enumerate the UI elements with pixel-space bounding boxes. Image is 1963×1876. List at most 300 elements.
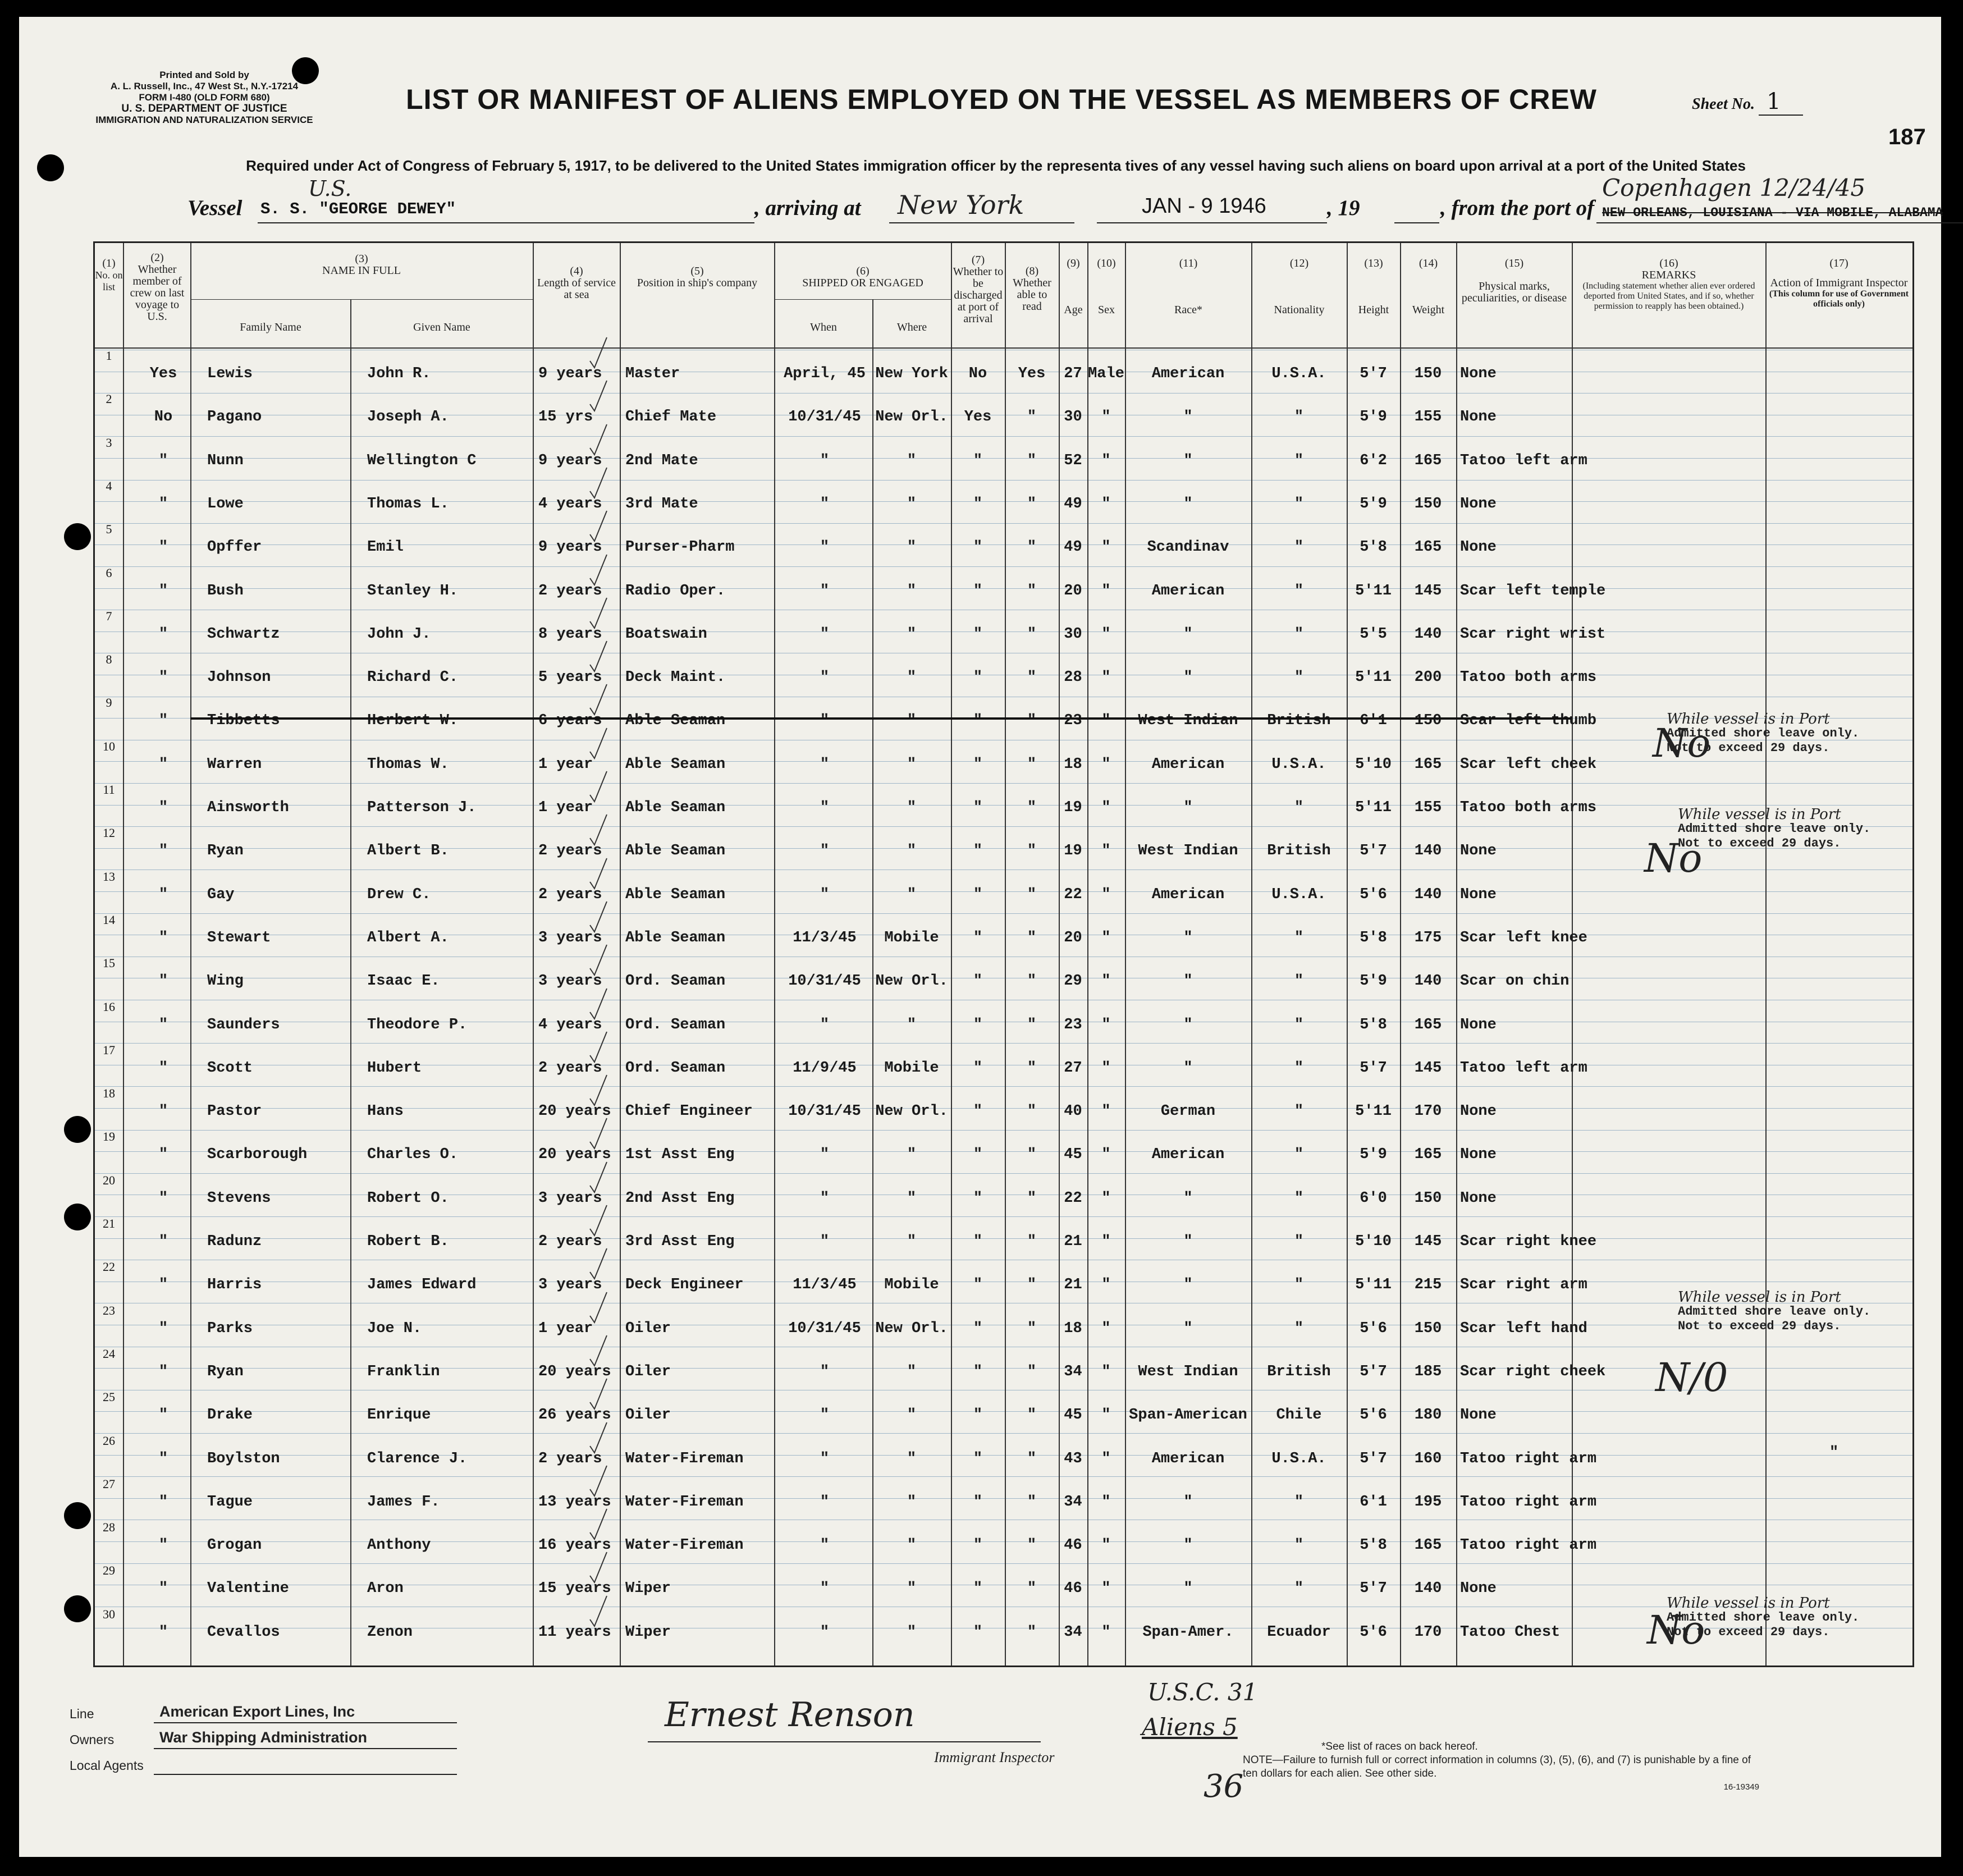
- able-read: ": [1027, 1103, 1037, 1120]
- printer-line: IMMIGRATION AND NATURALIZATION SERVICE: [95, 115, 313, 125]
- height: 5'9: [1360, 973, 1387, 990]
- nationality: U.S.A.: [1271, 1450, 1326, 1467]
- shipped-where: New Orl.: [875, 1103, 948, 1120]
- vessel-name: S. S. "GEORGE DEWEY": [260, 200, 456, 218]
- printer-line: A. L. Russell, Inc., 47 West St., N.Y.-17214: [110, 81, 299, 91]
- vessel-hand: U.S.: [308, 176, 352, 201]
- discharged: ": [973, 1363, 983, 1380]
- family-name: Saunders: [207, 1016, 280, 1033]
- height: 5'6: [1360, 886, 1387, 903]
- discharged: Yes: [964, 409, 992, 426]
- given-name: James F.: [367, 1493, 440, 1511]
- check-mark-icon: [589, 1291, 608, 1325]
- manifest-sheet: [19, 17, 1941, 1857]
- col-remarks-header: (16) REMARKS (Including statement whether alien ever ordered deported from United States, and if so, whether permission to reapply has been obtained.): [1582, 257, 1755, 311]
- able-read: ": [1027, 929, 1037, 946]
- length-service: 1 year: [538, 1320, 593, 1337]
- physical-marks: None: [1460, 1103, 1497, 1120]
- physical-marks: Tatoo both arms: [1460, 669, 1597, 687]
- shipped-where: ": [907, 539, 917, 556]
- family-name: Tague: [207, 1493, 253, 1511]
- height: 6'1: [1360, 1493, 1387, 1511]
- shipped-where: New York: [875, 365, 948, 382]
- sex: ": [1101, 929, 1111, 946]
- row-number: 13: [103, 869, 115, 884]
- shipped-subrule: [774, 299, 951, 300]
- position: Able Seaman: [625, 886, 726, 903]
- col-rule: [774, 243, 775, 1665]
- sex: ": [1101, 843, 1111, 860]
- age: 20: [1064, 929, 1082, 946]
- position: Chief Engineer: [625, 1103, 753, 1120]
- physical-marks: Scar left knee: [1460, 929, 1587, 946]
- height: 6'1: [1360, 712, 1387, 730]
- physical-marks: Scar right wrist: [1460, 625, 1606, 643]
- family-name: Schwartz: [207, 625, 280, 643]
- length-service: 5 years: [538, 669, 602, 687]
- shipped-when: 11/3/45: [793, 929, 857, 946]
- given-name: Herbert W.: [367, 712, 459, 730]
- physical-marks: None: [1460, 1016, 1497, 1033]
- row-number: 27: [103, 1476, 115, 1491]
- discharged: ": [973, 843, 983, 860]
- footer-note: [1243, 1740, 1759, 1794]
- race: ": [1183, 1320, 1193, 1337]
- shipped-where: ": [907, 1407, 917, 1424]
- length-service: 3 years: [538, 1276, 602, 1294]
- family-name: Ryan: [207, 1363, 244, 1380]
- member-last-voyage: ": [158, 799, 168, 816]
- age: 22: [1064, 886, 1082, 903]
- col-age-header: (9) Age: [1064, 257, 1083, 316]
- shipped-where: ": [907, 756, 917, 773]
- shipped-when: 11/9/45: [793, 1059, 857, 1077]
- family-name: Gay: [207, 886, 235, 903]
- race: ": [1183, 1189, 1193, 1207]
- position: Radio Oper.: [625, 582, 726, 600]
- nationality: ": [1294, 669, 1304, 687]
- physical-marks: Scar left temple: [1460, 582, 1606, 600]
- given-name: Richard C.: [367, 669, 459, 687]
- position: 2nd Asst Eng: [625, 1189, 735, 1207]
- ruled-line: [95, 480, 1912, 481]
- age: 45: [1064, 1407, 1082, 1424]
- member-last-voyage: ": [158, 1580, 168, 1598]
- given-name: Franklin: [367, 1363, 440, 1380]
- sex: ": [1101, 582, 1111, 600]
- nationality: ": [1294, 929, 1304, 946]
- given-name: Zenon: [367, 1623, 413, 1641]
- shipped-where: ": [907, 1189, 917, 1207]
- nationality: ": [1294, 1276, 1304, 1294]
- required-statement: Required under Act of Congress of February 5, 1917, to be delivered to the United States immigration officer by the representa tives of any vessel having such aliens on board upon arrival at a port of the United States: [246, 157, 1746, 174]
- position: Oiler: [625, 1407, 671, 1424]
- member-last-voyage: ": [158, 843, 168, 860]
- weight: 150: [1414, 1320, 1442, 1337]
- arriving-label: , arriving at: [754, 196, 861, 220]
- line-label: Line: [70, 1706, 94, 1721]
- shipped-where: Mobile: [884, 1276, 939, 1294]
- col-shipped-header: (6) SHIPPED OR ENGAGED: [802, 265, 923, 289]
- length-service: 26 years: [538, 1407, 611, 1424]
- from-printed: NEW ORLEANS, LOUISIANA - VIA MOBILE, ALABAMA: [1602, 205, 1943, 220]
- check-mark-icon: [589, 1595, 608, 1628]
- race: American: [1151, 756, 1225, 773]
- check-mark-icon: [589, 683, 608, 717]
- height: 5'10: [1355, 1233, 1392, 1250]
- check-mark-icon: [589, 900, 608, 934]
- given-name: Drew C.: [367, 886, 431, 903]
- arriving-hand: New York: [898, 190, 1024, 220]
- weight: 150: [1414, 1189, 1442, 1207]
- race: ": [1183, 495, 1193, 513]
- race: Span-Amer.: [1142, 1623, 1234, 1641]
- shipped-where: ": [907, 1233, 917, 1250]
- check-mark-icon: [589, 857, 608, 891]
- discharged: ": [973, 1493, 983, 1511]
- row-number: 16: [103, 999, 115, 1014]
- shipped-where: ": [907, 886, 917, 903]
- weight: 150: [1414, 712, 1442, 730]
- member-last-voyage: ": [158, 452, 168, 469]
- punch-hole: [64, 1116, 91, 1143]
- col-read-header: (8) Whether able to read: [1013, 265, 1051, 313]
- length-service: 6 years: [538, 712, 602, 730]
- length-service: 3 years: [538, 929, 602, 946]
- height: 5'7: [1360, 1580, 1387, 1598]
- col-discharged-header: (7) Whether to be discharged at port of arrival: [953, 254, 1004, 325]
- length-service: 20 years: [538, 1146, 611, 1164]
- position: Deck Maint.: [625, 669, 726, 687]
- given-name: Clarence J.: [367, 1450, 468, 1467]
- weight: 180: [1414, 1407, 1442, 1424]
- nationality: ": [1294, 1233, 1304, 1250]
- discharged: ": [973, 712, 983, 730]
- able-read: ": [1027, 625, 1037, 643]
- header-divider: [95, 347, 1912, 349]
- nationality: U.S.A.: [1271, 886, 1326, 903]
- check-mark-icon: [589, 640, 608, 674]
- member-last-voyage: ": [158, 1059, 168, 1077]
- nationality: ": [1294, 1103, 1304, 1120]
- physical-marks: Scar left thumb: [1460, 712, 1597, 730]
- member-last-voyage: Yes: [149, 365, 177, 382]
- date-stamp: JAN - 9 1946: [1142, 194, 1266, 218]
- physical-marks: None: [1460, 1189, 1497, 1207]
- able-read: ": [1027, 1493, 1037, 1511]
- row-number: 21: [103, 1216, 115, 1230]
- row-number: 5: [106, 522, 112, 537]
- shipped-when: 10/31/45: [788, 1103, 861, 1120]
- height: 6'0: [1360, 1189, 1387, 1207]
- age: 52: [1064, 452, 1082, 469]
- age: 29: [1064, 973, 1082, 990]
- no-mark-row-9: No: [1653, 720, 1711, 766]
- position: Master: [625, 365, 680, 382]
- height: 5'10: [1355, 756, 1392, 773]
- sex: ": [1101, 973, 1111, 990]
- physical-marks: None: [1460, 365, 1497, 382]
- height: 5'11: [1355, 1103, 1392, 1120]
- discharged: ": [973, 1189, 983, 1207]
- col-length-header: (4) Length of service at sea: [537, 265, 616, 301]
- discharged: ": [973, 799, 983, 816]
- discharged: No: [968, 365, 987, 382]
- sex: ": [1101, 886, 1111, 903]
- shipped-when: ": [820, 669, 830, 687]
- physical-marks: Tatoo both arms: [1460, 799, 1597, 816]
- shipped-when: 10/31/45: [788, 1320, 861, 1337]
- given-name: Hubert: [367, 1059, 422, 1077]
- member-last-voyage: ": [158, 1103, 168, 1120]
- shipped-when: ": [820, 452, 830, 469]
- weight: 140: [1414, 973, 1442, 990]
- member-last-voyage: ": [158, 582, 168, 600]
- height: 5'11: [1355, 799, 1392, 816]
- length-service: 2 years: [538, 886, 602, 903]
- col-height-header: (13) Height: [1358, 257, 1389, 316]
- ruled-line: [95, 436, 1912, 437]
- length-service: 9 years: [538, 539, 602, 556]
- no-mark-row-12: No: [1644, 835, 1703, 881]
- age: 22: [1064, 1189, 1082, 1207]
- height: 6'2: [1360, 452, 1387, 469]
- sex: ": [1101, 1189, 1111, 1207]
- weight: 195: [1414, 1493, 1442, 1511]
- agents-label: Local Agents: [70, 1758, 144, 1773]
- row-number: 8: [106, 652, 112, 667]
- row-number: 23: [103, 1303, 115, 1317]
- family-name: Stevens: [207, 1189, 271, 1207]
- col-rule: [533, 243, 534, 1665]
- row-number: 18: [103, 1086, 115, 1101]
- age: 23: [1064, 1016, 1082, 1033]
- member-last-voyage: ": [158, 1146, 168, 1164]
- able-read: ": [1027, 539, 1037, 556]
- col-rule: [1456, 243, 1457, 1665]
- row-number: 2: [106, 392, 112, 406]
- family-name: Lowe: [207, 495, 244, 513]
- row-number: 11: [103, 783, 115, 797]
- able-read: ": [1027, 756, 1037, 773]
- weight: 165: [1414, 1146, 1442, 1164]
- member-last-voyage: ": [158, 625, 168, 643]
- position: 1st Asst Eng: [625, 1146, 735, 1164]
- remark-row-9: While vessel is in Port Admitted shore leave only. Not to exceed 29 days.: [1667, 711, 1860, 755]
- height: 5'7: [1360, 843, 1387, 860]
- family-name: Cevallos: [207, 1623, 280, 1641]
- position: Wiper: [625, 1580, 671, 1598]
- family-name: Ryan: [207, 843, 244, 860]
- shipped-where: Mobile: [884, 1059, 939, 1077]
- weight: 140: [1414, 625, 1442, 643]
- ruled-line: [95, 913, 1912, 914]
- arriving-underline: [889, 222, 1074, 223]
- shipped-when: 10/31/45: [788, 409, 861, 426]
- race: American: [1151, 1450, 1225, 1467]
- discharged: ": [973, 1407, 983, 1424]
- nationality: Chile: [1276, 1407, 1322, 1424]
- sex: ": [1101, 1320, 1111, 1337]
- col-member-header: (2) Whether member of crew on last voyage to U.S.: [130, 251, 185, 323]
- nationality: ": [1294, 799, 1304, 816]
- physical-marks: Scar left cheek: [1460, 756, 1597, 773]
- family-name: Radunz: [207, 1233, 262, 1250]
- race: ": [1183, 1537, 1193, 1554]
- check-mark-icon: [589, 510, 608, 543]
- age: 19: [1064, 799, 1082, 816]
- age: 34: [1064, 1363, 1082, 1380]
- age: 18: [1064, 1320, 1082, 1337]
- member-last-voyage: ": [158, 1450, 168, 1467]
- able-read: Yes: [1018, 365, 1046, 382]
- able-read: ": [1027, 1320, 1037, 1337]
- physical-marks: Tatoo right arm: [1460, 1493, 1597, 1511]
- shipped-where: ": [907, 1146, 917, 1164]
- height: 5'11: [1355, 1276, 1392, 1294]
- owners-underline: [154, 1748, 457, 1749]
- height: 5'7: [1360, 1363, 1387, 1380]
- length-service: 9 years: [538, 452, 602, 469]
- family-name: Scott: [207, 1059, 253, 1077]
- weight: 145: [1414, 1059, 1442, 1077]
- race: ": [1183, 1016, 1193, 1033]
- position: Water-Fireman: [625, 1537, 744, 1554]
- discharged: ": [973, 1537, 983, 1554]
- col-nationality-header: (12) Nationality: [1274, 257, 1325, 316]
- shipped-when: ": [820, 843, 830, 860]
- able-read: ": [1027, 799, 1037, 816]
- date-underline: [1097, 222, 1327, 223]
- tally-aliens: Aliens 5: [1142, 1713, 1238, 1741]
- shipped-where: ": [907, 712, 917, 730]
- col-action-header: (17) Action of Immigrant Inspector (This column for use of Government officials only): [1769, 257, 1909, 309]
- able-read: ": [1027, 712, 1037, 730]
- weight: 150: [1414, 365, 1442, 382]
- able-read: ": [1027, 1363, 1037, 1380]
- shipped-when: ": [820, 1189, 830, 1207]
- remark-row-23: While vessel is in Port Admitted shore leave only. Not to exceed 29 days.: [1678, 1289, 1871, 1333]
- height: 5'7: [1360, 1059, 1387, 1077]
- position: Able Seaman: [625, 843, 726, 860]
- year-label: , 19: [1327, 196, 1360, 220]
- ruled-line: [95, 1173, 1912, 1174]
- ruled-line: [95, 783, 1912, 784]
- member-last-voyage: ": [158, 712, 168, 730]
- weight: 170: [1414, 1103, 1442, 1120]
- race: American: [1151, 1146, 1225, 1164]
- weight: 200: [1414, 669, 1442, 687]
- line-value: American Export Lines, Inc: [159, 1703, 355, 1720]
- shipped-where: ": [907, 799, 917, 816]
- family-name: Valentine: [207, 1580, 289, 1598]
- check-mark-icon: [589, 1074, 608, 1108]
- shipped-where: ": [907, 452, 917, 469]
- printer-line: Printed and Sold by: [159, 70, 249, 80]
- able-read: ": [1027, 1580, 1037, 1598]
- length-service: 11 years: [538, 1623, 611, 1641]
- family-name: Opffer: [207, 539, 262, 556]
- member-last-voyage: No: [154, 409, 173, 426]
- position: Wiper: [625, 1623, 671, 1641]
- age: 49: [1064, 495, 1082, 513]
- family-name: Drake: [207, 1407, 253, 1424]
- able-read: ": [1027, 409, 1037, 426]
- able-read: ": [1027, 1016, 1037, 1033]
- ruled-line: [95, 1476, 1912, 1477]
- year-underline: [1394, 222, 1439, 223]
- col-sex-header: (10) Sex: [1097, 257, 1116, 316]
- shipped-where: ": [907, 1016, 917, 1033]
- shipped-where: ": [907, 1493, 917, 1511]
- row-8-strike: [190, 717, 1571, 720]
- position: Purser-Pharm: [625, 539, 735, 556]
- given-name: Albert B.: [367, 843, 449, 860]
- sex: ": [1101, 1146, 1111, 1164]
- discharged: ": [973, 539, 983, 556]
- col-given-header: Given Name: [413, 321, 470, 333]
- given-name: Joseph A.: [367, 409, 449, 426]
- sex: ": [1101, 1363, 1111, 1380]
- family-name: Warren: [207, 756, 262, 773]
- age: 30: [1064, 625, 1082, 643]
- position: Ord. Seaman: [625, 1016, 726, 1033]
- row-number: 14: [103, 912, 115, 927]
- weight: 155: [1414, 409, 1442, 426]
- nationality: Ecuador: [1267, 1623, 1331, 1641]
- member-last-voyage: ": [158, 1233, 168, 1250]
- length-service: 9 years: [538, 365, 602, 382]
- row-number: 6: [106, 565, 112, 580]
- position: Ord. Seaman: [625, 973, 726, 990]
- age: 46: [1064, 1580, 1082, 1598]
- ruled-line: [95, 1563, 1912, 1564]
- length-service: 2 years: [538, 843, 602, 860]
- family-name: Stewart: [207, 929, 271, 946]
- row-number: 15: [103, 956, 115, 971]
- given-name: Thomas W.: [367, 756, 449, 773]
- able-read: ": [1027, 452, 1037, 469]
- race: West Indian: [1138, 1363, 1238, 1380]
- age: 49: [1064, 539, 1082, 556]
- physical-marks: None: [1460, 1407, 1497, 1424]
- row-number: 26: [103, 1433, 115, 1448]
- row-number: 29: [103, 1563, 115, 1578]
- physical-marks: None: [1460, 1146, 1497, 1164]
- family-name: Ainsworth: [207, 799, 289, 816]
- ruled-line: [95, 566, 1912, 567]
- shipped-when: ": [820, 625, 830, 643]
- length-service: 20 years: [538, 1363, 611, 1380]
- printer-line: U. S. DEPARTMENT OF JUSTICE: [121, 103, 287, 115]
- weight: 165: [1414, 539, 1442, 556]
- family-name: Johnson: [207, 669, 271, 687]
- member-last-voyage: ": [158, 1276, 168, 1294]
- nationality: ": [1294, 1059, 1304, 1077]
- given-name: Emil: [367, 539, 404, 556]
- ruled-line: [95, 1086, 1912, 1087]
- nationality: ": [1294, 973, 1304, 990]
- shipped-when: ": [820, 539, 830, 556]
- member-last-voyage: ": [158, 495, 168, 513]
- weight: 165: [1414, 756, 1442, 773]
- given-name: Wellington C: [367, 452, 477, 469]
- height: 5'8: [1360, 929, 1387, 946]
- member-last-voyage: ": [158, 1320, 168, 1337]
- check-mark-icon: [589, 944, 608, 977]
- col-name-header: (3) NAME IN FULL: [322, 253, 401, 277]
- weight: 165: [1414, 452, 1442, 469]
